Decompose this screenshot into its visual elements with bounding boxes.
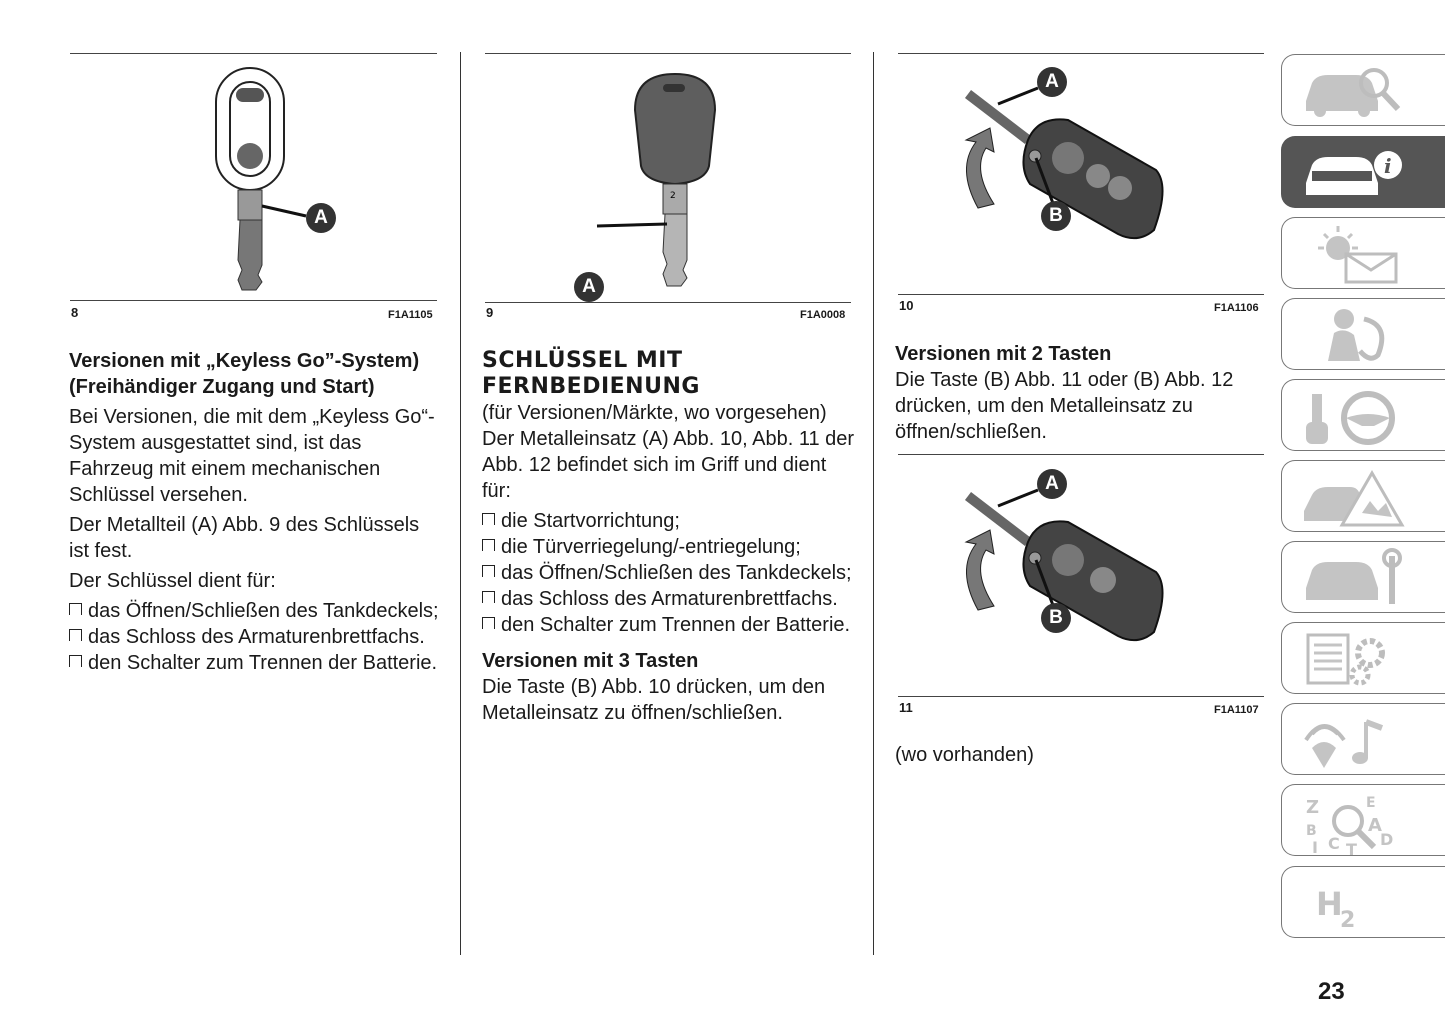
tab-technical-data[interactable]: [1281, 622, 1445, 694]
column-1-text: [69, 348, 441, 676]
figure-11-number: 11: [899, 700, 913, 715]
svg-text:C: C: [1328, 834, 1340, 853]
svg-text:H: H: [1316, 885, 1343, 923]
figure-9-code: F1A0008: [800, 309, 846, 321]
figure-8-number: 8: [71, 305, 79, 320]
svg-text:i: i: [1384, 154, 1392, 178]
list-item: den Schalter zum Trennen der Batterie.: [482, 612, 857, 638]
figure-11-flip-key-2-buttons: [898, 460, 1264, 697]
svg-text:2: 2: [1340, 908, 1356, 933]
list-item: die Startvorrichtung;: [482, 508, 857, 534]
tab-warning-lights[interactable]: [1281, 217, 1445, 289]
figure-8-keyless-key: [70, 60, 437, 303]
keyless-key-illustration: [70, 60, 437, 298]
figure-9-caption-rule: [485, 302, 851, 303]
list-item: das Schloss des Armaturenbrettfachs.: [69, 624, 441, 650]
figure-8-caption-rule: [70, 300, 437, 301]
checkbox-bullet-icon: [482, 617, 495, 629]
keyless-go-para-1: Bei Versionen, die mit dem „Keyless Go“-System ausgestattet sind, ist das Fahrzeug mit einem mechanischen Schlüssel versehen.: [69, 406, 435, 506]
list-item: das Schloss des Armaturenbrettfachs.: [482, 586, 857, 612]
figure-9-callout-a: A: [574, 272, 604, 302]
checkbox-bullet-icon: [482, 591, 495, 603]
figure-9-mechanical-key: [485, 60, 851, 303]
page-number: 23: [1318, 978, 1345, 1005]
checkbox-bullet-icon: [482, 565, 495, 577]
where-available-note: (wo vorhanden): [895, 744, 1034, 766]
spec-sheet-gears-icon: [1298, 629, 1408, 689]
figure-10-callout-a: A: [1037, 67, 1067, 97]
car-info-icon: [1298, 143, 1408, 203]
car-search-icon: [1298, 61, 1408, 121]
figure-10-callout-b: B: [1041, 201, 1071, 231]
two-button-heading: Versionen mit 2 Tasten: [895, 343, 1112, 365]
figure-10-caption-rule: [898, 294, 1264, 295]
tab-car-search[interactable]: [1281, 54, 1445, 126]
top-rule: [485, 53, 851, 54]
flip-key-3-button-illustration: [898, 58, 1264, 290]
warning-light-message-icon: [1298, 224, 1408, 284]
checkbox-bullet-icon: [69, 603, 82, 615]
svg-text:D: D: [1380, 830, 1394, 849]
list-item: den Schalter zum Trennen der Batterie.: [69, 650, 441, 676]
tab-safety[interactable]: [1281, 298, 1445, 370]
tab-maintenance[interactable]: [1281, 541, 1445, 613]
key-steering-wheel-icon: [1298, 386, 1408, 446]
airbag-passenger-icon: [1298, 305, 1408, 365]
tab-hydrogen[interactable]: [1281, 866, 1445, 938]
svg-text:I: I: [1312, 838, 1318, 855]
three-button-para: Die Taste (B) Abb. 10 drücken, um den Metalleinsatz zu öffnen/schließen.: [482, 676, 826, 724]
svg-text:B: B: [1306, 823, 1317, 839]
checkbox-bullet-icon: [69, 655, 82, 667]
tab-emergency[interactable]: [1281, 460, 1445, 532]
tab-car-info[interactable]: [1281, 136, 1445, 208]
column-3-text-bottom: [895, 742, 1265, 768]
keyless-go-para-3: Der Schlüssel dient für:: [69, 570, 276, 592]
figure-10-number: 10: [899, 298, 914, 313]
car-crash-warning-icon: [1298, 467, 1408, 527]
mechanical-key-illustration: [485, 60, 851, 298]
figure-11-callout-b: B: [1041, 603, 1071, 633]
list-item: das Öffnen/Schließen des Tankdeckels;: [482, 560, 857, 586]
checkbox-bullet-icon: [482, 539, 495, 551]
figure-9-number: 9: [486, 305, 494, 320]
three-button-heading: Versionen mit 3 Tasten: [482, 650, 699, 672]
figure-11-callout-a: A: [1037, 469, 1067, 499]
alphabetical-index-icon: [1298, 791, 1408, 855]
top-rule: [898, 53, 1264, 54]
flip-key-2-button-illustration: [898, 460, 1264, 692]
car-wrench-icon: [1298, 548, 1408, 608]
tab-index[interactable]: [1281, 784, 1445, 856]
figure-10-code: F1A1106: [1214, 302, 1259, 314]
figure-11-code: F1A1107: [1214, 704, 1259, 716]
list-item: das Öffnen/Schließen des Tankdeckels;: [69, 598, 441, 624]
two-button-para: Die Taste (B) Abb. 11 oder (B) Abb. 12 drücken, um den Metalleinsatz zu öffnen/schließen.: [895, 369, 1234, 443]
figure-8-callout-a: A: [306, 203, 336, 233]
checkbox-bullet-icon: [482, 513, 495, 525]
column-3-text-top: [895, 341, 1265, 445]
multimedia-music-icon: [1298, 710, 1408, 770]
svg-text:T: T: [1346, 840, 1357, 855]
column-2-text: [482, 348, 857, 726]
column-divider: [873, 52, 874, 955]
figure-11-caption-rule: [898, 696, 1264, 697]
top-rule: [70, 53, 437, 54]
svg-text:2: 2: [670, 191, 676, 201]
figure-10-flip-key-3-buttons: [898, 58, 1264, 295]
tab-starting-driving[interactable]: [1281, 379, 1445, 451]
hydrogen-h2-icon: [1298, 873, 1408, 933]
column-divider: [460, 52, 461, 955]
checkbox-bullet-icon: [69, 629, 82, 641]
keyless-go-heading: Versionen mit „Keyless Go”-System) (Freihändiger Zugang und Start): [69, 350, 420, 398]
svg-text:A: A: [1368, 815, 1382, 836]
remote-key-para-2: Der Metalleinsatz (A) Abb. 10, Abb. 11 der Abb. 12 befindet sich im Griff und dient für:: [482, 428, 855, 502]
figure-11-top-rule: [898, 454, 1264, 455]
remote-key-heading: SCHLÜSSEL MIT FERNBEDIENUNG: [482, 348, 700, 399]
svg-text:Z: Z: [1306, 797, 1320, 818]
tab-multimedia[interactable]: [1281, 703, 1445, 775]
list-item: die Türverriegelung/-entriegelung;: [482, 534, 857, 560]
keyless-go-para-2: Der Metallteil (A) Abb. 9 des Schlüssels ist fest.: [69, 514, 420, 562]
svg-text:E: E: [1366, 795, 1376, 811]
remote-key-para-1: (für Versionen/Märkte, wo vorgesehen): [482, 402, 827, 424]
figure-8-code: F1A1105: [388, 309, 433, 321]
